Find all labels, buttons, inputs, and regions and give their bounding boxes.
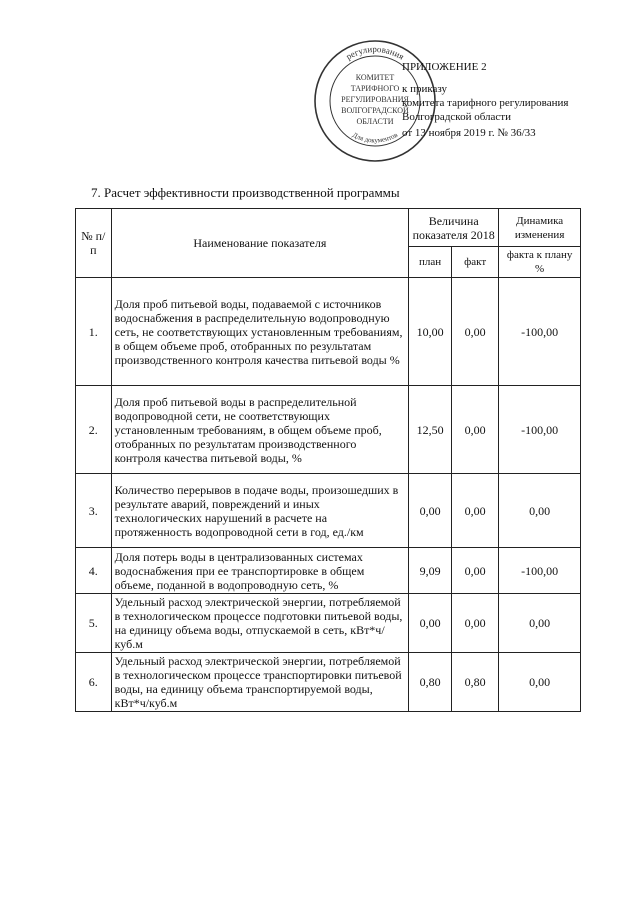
fact-value: 0,00 bbox=[452, 474, 499, 548]
dynamics-value: -100,00 bbox=[499, 548, 581, 594]
table-row bbox=[76, 653, 581, 712]
col-header-name: Наименование показателя bbox=[111, 209, 409, 278]
plan-value: 0,00 bbox=[409, 594, 452, 653]
col-header-dynamics: Динамика изменения bbox=[499, 209, 581, 247]
dynamics-value: 0,00 bbox=[499, 653, 581, 712]
committee-name: комитета тарифного регулирования bbox=[402, 97, 569, 109]
row-number: 2. bbox=[76, 386, 112, 474]
stamp-center-line: КОМИТЕТ bbox=[355, 73, 395, 82]
stamp-center-line: ТАРИФНОГО bbox=[350, 84, 400, 93]
stamp-ring-top: регулирования bbox=[344, 44, 406, 62]
table-row bbox=[76, 548, 581, 594]
stamp-center-line: РЕГУЛИРОВАНИЯ bbox=[341, 95, 409, 104]
col-header-plan: план bbox=[409, 247, 452, 278]
order-reference: к приказу bbox=[402, 83, 448, 95]
table-row bbox=[76, 278, 581, 386]
table-header-row bbox=[76, 209, 581, 247]
plan-value: 9,09 bbox=[409, 548, 452, 594]
fact-value: 0,80 bbox=[452, 653, 499, 712]
col-header-num: № п/п bbox=[76, 209, 112, 278]
region-name: Волгоградской области bbox=[402, 111, 511, 123]
col-header-dynamics-sub: факта к плану % bbox=[499, 247, 581, 278]
fact-value: 0,00 bbox=[452, 594, 499, 653]
indicator-name: Доля проб питьевой воды в распределительной водопроводной сети, не соответствующих установленным требованиям, в общем объеме проб, отобранных по результатам производственного контроля качества питьевой воды, % bbox=[111, 386, 409, 474]
row-number: 5. bbox=[76, 594, 112, 653]
row-number: 1. bbox=[76, 278, 112, 386]
indicator-name: Удельный расход электрической энергии, потребляемой в технологическом процессе транспортировки питьевой воды, на единицу объема транспортируемой воды, кВт*ч/куб.м bbox=[111, 653, 409, 712]
table-row bbox=[76, 594, 581, 653]
fact-value: 0,00 bbox=[452, 548, 499, 594]
dynamics-value: -100,00 bbox=[499, 386, 581, 474]
indicator-name: Удельный расход электрической энергии, потребляемой в технологическом процессе подготовки питьевой воды, на единицу объема воды, отпускаемой в сеть, кВт*ч/куб.м bbox=[111, 594, 409, 653]
appendix-label: ПРИЛОЖЕНИЕ 2 bbox=[402, 61, 487, 73]
indicator-name: Доля проб питьевой воды, подаваемой с источников водоснабжения в распределительную водопроводную сеть, не соответствующих установленным требованиям, в общем объеме проб, отобранных по результатам производственного контроля качества питьевой воды % bbox=[111, 278, 409, 386]
plan-value: 12,50 bbox=[409, 386, 452, 474]
dynamics-value: -100,00 bbox=[499, 278, 581, 386]
indicator-name: Доля потерь воды в централизованных системах водоснабжения при ее транспортировке в общем объеме, поданной в водопроводную сеть, % bbox=[111, 548, 409, 594]
stamp-ring-bottom: Для документов bbox=[351, 130, 399, 145]
row-number: 3. bbox=[76, 474, 112, 548]
efficiency-table bbox=[75, 208, 581, 712]
fact-value: 0,00 bbox=[452, 278, 499, 386]
row-number: 4. bbox=[76, 548, 112, 594]
table-row bbox=[76, 386, 581, 474]
dynamics-value: 0,00 bbox=[499, 474, 581, 548]
stamp-center-line: ВОЛГОГРАДСКОЙ bbox=[341, 106, 409, 115]
indicator-name: Количество перерывов в подаче воды, произошедших в результате аварий, повреждений и иных технологических нарушений в расчете на протяженность водопроводной сети в год, ед./км bbox=[111, 474, 409, 548]
fact-value: 0,00 bbox=[452, 386, 499, 474]
table-row bbox=[76, 474, 581, 548]
section-title: 7. Расчет эффективности производственной программы bbox=[91, 185, 400, 200]
order-date-number: от 13 ноября 2019 г. № 36/33 bbox=[402, 127, 536, 139]
dynamics-value: 0,00 bbox=[499, 594, 581, 653]
col-header-fact: факт bbox=[452, 247, 499, 278]
plan-value: 0,00 bbox=[409, 474, 452, 548]
stamp-center-line: ОБЛАСТИ bbox=[356, 117, 394, 126]
col-header-value: Величина показателя 2018 bbox=[409, 209, 499, 247]
svg-text:регулирования bbox=[344, 44, 406, 62]
plan-value: 0,80 bbox=[409, 653, 452, 712]
row-number: 6. bbox=[76, 653, 112, 712]
plan-value: 10,00 bbox=[409, 278, 452, 386]
